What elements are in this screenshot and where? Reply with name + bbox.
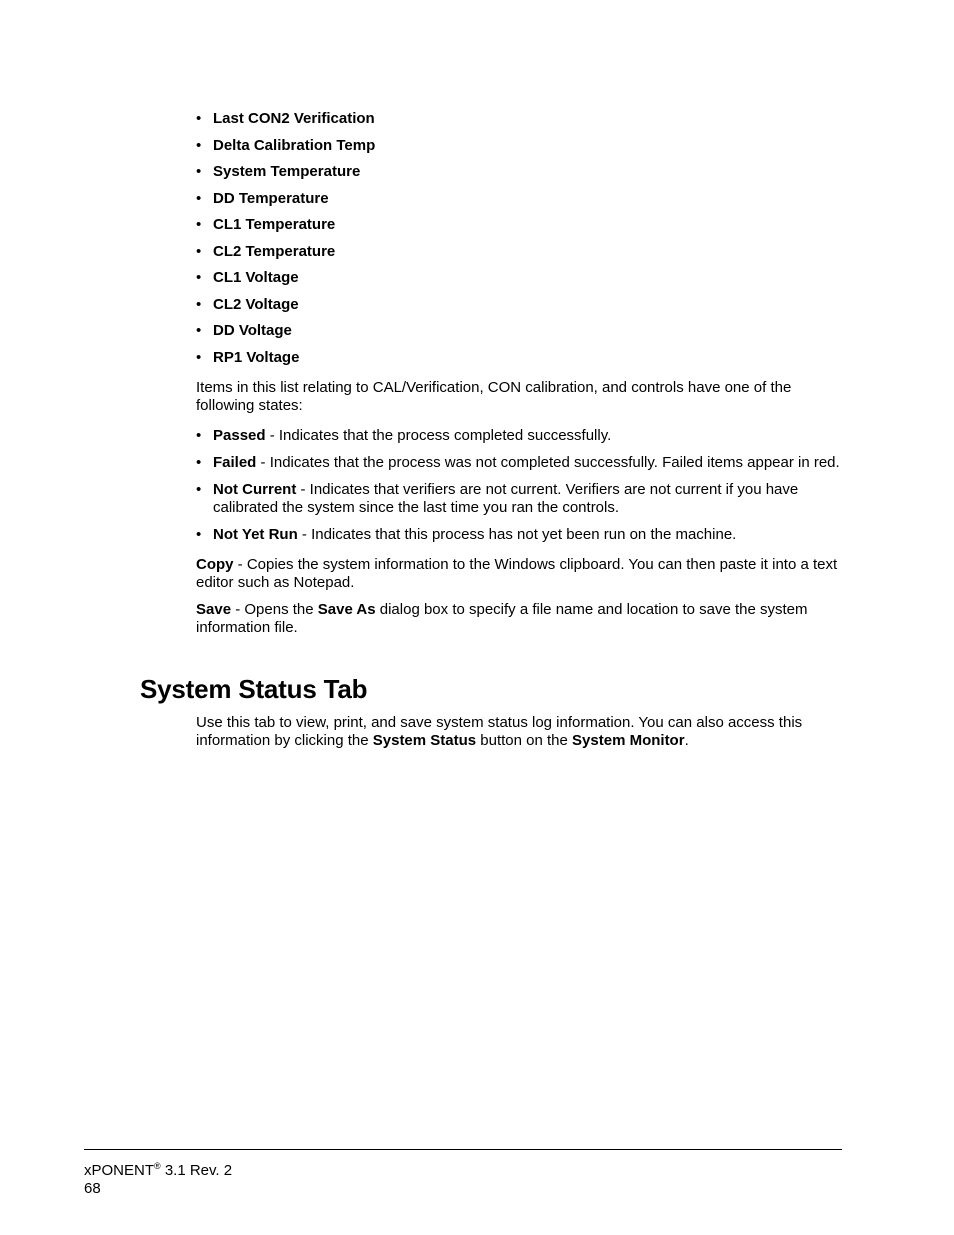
system-status-description: Use this tab to view, print, and save system status log information. You can also access this information by clicking the System Status button on the System Monitor. <box>196 714 803 749</box>
component-list <box>196 110 842 367</box>
list-item: • DD Temperature <box>196 190 842 208</box>
state-not-current: • Not Current - Indicates that verifiers are not current. Verifiers are not current if you have calibrated the system since the last time you ran the controls. <box>196 481 842 517</box>
list-item: • Last CON2 Verification <box>196 110 842 128</box>
state-passed: • Passed - Indicates that the process completed successfully. <box>196 427 842 445</box>
save-description: Save - Opens the Save As dialog box to specify a file name and location to save the system information file. <box>196 600 808 636</box>
list-item: • RP1 Voltage <box>196 349 842 367</box>
page-number: 68 <box>84 1180 101 1197</box>
list-item: • CL1 Temperature <box>196 216 842 234</box>
list-item: • CL2 Temperature <box>196 243 842 261</box>
footer-divider <box>84 1149 842 1150</box>
copy-description: Copy - Copies the system information to the Windows clipboard. You can then paste it into a text editor such as Notepad. <box>196 555 838 591</box>
page-footer <box>84 1162 232 1198</box>
section-heading: System Status Tab <box>140 674 368 704</box>
states-intro: Items in this list relating to CAL/Verification, CON calibration, and controls have one of the following states: <box>196 378 792 414</box>
state-not-yet-run: • Not Yet Run - Indicates that this process has not yet been run on the machine. <box>196 526 842 544</box>
list-item: • CL2 Voltage <box>196 296 842 314</box>
list-item: • System Temperature <box>196 163 842 181</box>
state-failed: • Failed - Indicates that the process was not completed successfully. Failed items appear in red. <box>196 454 842 472</box>
footer-product: xPONENT® 3.1 Rev. 2 <box>84 1161 233 1179</box>
list-item: • DD Voltage <box>196 322 842 340</box>
list-item: • CL1 Voltage <box>196 269 842 287</box>
state-list <box>196 427 842 544</box>
list-item: • Delta Calibration Temp <box>196 137 842 155</box>
page-body <box>196 110 842 637</box>
